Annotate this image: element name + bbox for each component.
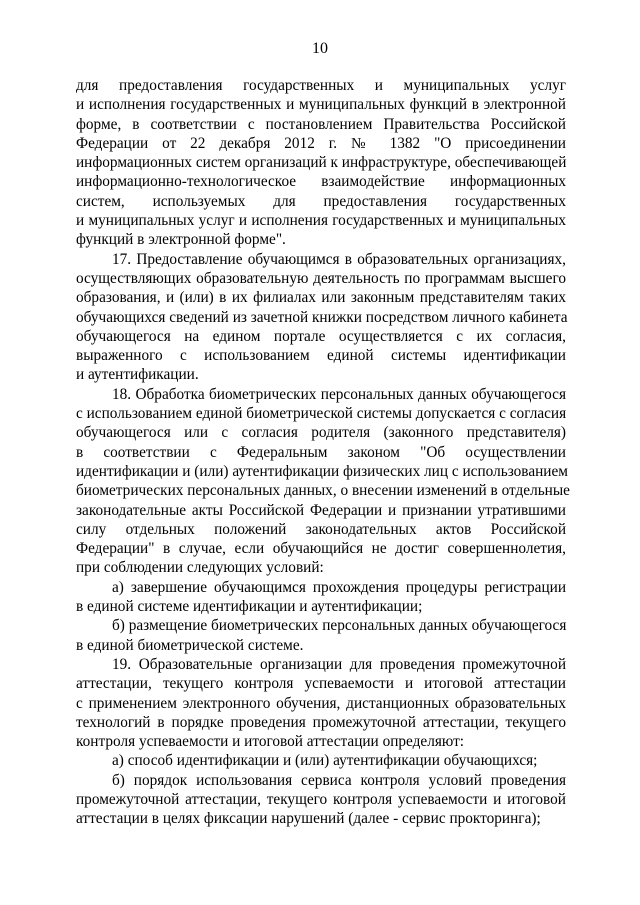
text-line: с использованием единой биометрической системы допускается с согласия [76, 405, 567, 423]
text-line: систем, используемых для предоставления государственных [76, 192, 566, 210]
text-line: 19. Образовательные организации для проведения промежуточной [112, 655, 566, 673]
text-line: в единой биометрической системе. [76, 636, 304, 654]
text-line: аттестации, текущего контроля успеваемости и итоговой аттестации [76, 675, 566, 693]
text-line: законодательные акты Российской Федерации и признании утратившими [76, 501, 566, 519]
text-line: функций в электронной форме". [76, 231, 286, 249]
text-line: идентификации и (или) аутентификации физических лиц с использованием [76, 462, 568, 480]
text-line: а) завершение обучающимся прохождения процедуры регистрации [112, 578, 566, 596]
text-line: технологий в порядке проведения промежуточной аттестации, текущего [76, 713, 566, 731]
text-line: 18. Обработка биометрических персональных данных обучающегося [112, 385, 566, 403]
text-line: образования, и (или) в их филиалах или законным представителям таких [76, 289, 566, 307]
text-line: аттестации в целях фиксации нарушений (далее - сервис прокторинга); [76, 810, 541, 828]
text-line: обучающегося или с согласия родителя (законного представителя) [76, 424, 566, 442]
text-line: силу отдельных положений законодательных актов Российской [76, 520, 566, 538]
text-line: промежуточной аттестации, текущего контроля успеваемости и итоговой [76, 790, 566, 808]
text-line: и аутентификации. [76, 366, 199, 384]
text-line: в соответствии с Федеральным законом "Об осуществлении [76, 443, 566, 461]
text-line: б) порядок использования сервиса контроля условий проведения [112, 771, 566, 789]
text-line: биометрических персональных данных, о внесении изменений в отдельные [76, 482, 570, 500]
text-line: а) способ идентификации и (или) аутентификации обучающихся; [112, 752, 538, 770]
page-number: 10 [312, 40, 328, 57]
text-line: 17. Предоставление обучающимся в образовательных организациях, [112, 250, 566, 268]
text-line: форме, в соответствии с постановлением Правительства Российской [76, 115, 566, 133]
text-line: информационных систем организаций к инфраструктуре, обеспечивающей [76, 154, 567, 172]
text-line: Федерации" в случае, если обучающийся не достиг совершеннолетия, [76, 540, 566, 558]
text-line: с применением электронного обучения, дистанционных образовательных [76, 694, 566, 712]
text-line: обучающихся сведений из зачетной книжки посредством личного кабинета [76, 308, 568, 326]
text-line: обучающегося на едином портале осуществляется с их согласия, [76, 327, 566, 345]
text-line: при соблюдении следующих условий: [76, 559, 324, 577]
text-line: контроля успеваемости и итоговой аттестации определяют: [76, 733, 465, 751]
text-line: осуществляющих образовательную деятельность по программам высшего [76, 269, 566, 287]
document-body [76, 76, 570, 829]
text-line: б) размещение биометрических персональных данных обучающегося [112, 617, 567, 635]
text-line: и муниципальных услуг и исполнения государственных и муниципальных [76, 212, 566, 230]
text-line: информационно-технологическое взаимодействие информационных [76, 173, 566, 191]
text-line: в единой системе идентификации и аутентификации; [76, 598, 423, 616]
text-line: и исполнения государственных и муниципальных функций в электронной [76, 96, 566, 114]
text-line: Федерации от 22 декабря 2012 г. № 1382 "О присоединении [76, 134, 566, 152]
text-line: для предоставления государственных и муниципальных услуг [76, 77, 566, 94]
text-line: выраженного с использованием единой системы идентификации [76, 347, 566, 365]
